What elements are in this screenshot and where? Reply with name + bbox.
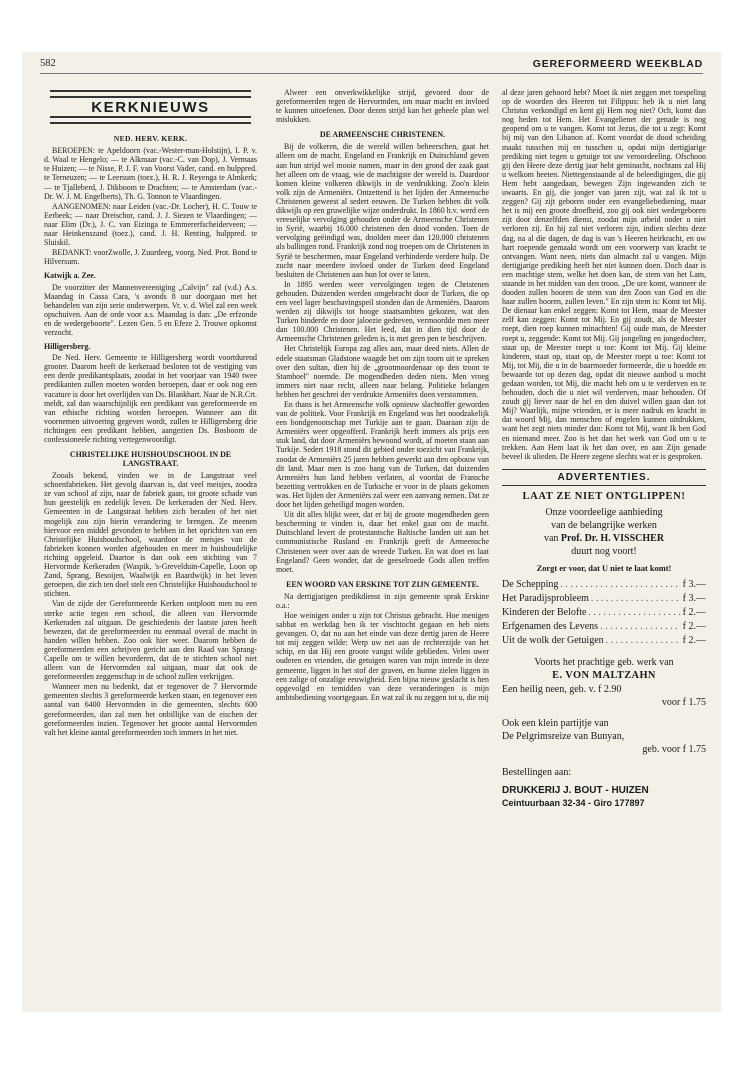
book-price: f 2.—: [682, 607, 706, 619]
aangenomen-paragraph: AANGENOMEN: naar Leiden (vac.-Dr. Locher), H. C. Touw te Eerbeek; — naar Dreischor, cand. J. J. Siezen te Vlaardingen; — naar Elim (Dr.), J. C. van Eizinga te Emmererfscheiderveen; — naar Heinkenszand (toez.), cand. J. H. Renting, hulppred. te Sluiskil.: [44, 201, 257, 248]
armeensche-heading: DE ARMEENSCHE CHRISTENEN.: [319, 130, 446, 140]
erskine-continued-paragraph: al deze jaren gehoord hebt? Moet ik niet zeggen met toespeling op de woorden des Heeren tot Filippus: heb ik u niet lang Christus verkondigd en kent gij Hem nog niet? Och, komt dan nog heden tot Hem. Het Evangelienet der genade is nog geopend om u te vangen. Komt tot Jezus, die tot u zegt: Komt bij mij van den Libanon af. Komt voordat de dood scheiding maakt tusschen mij en tusschen u, opdat mijn dertigjarige prediking niet tegen u getuige tot uw veroordeeling. Ofschoon gij den Heere deze dertig jaar hebt geminacht, nochtans zal Hij u welkom heeten. Niettegenstaande al de beleedigingen, die gij Hem hebt aangedaan, bewegen Zijn ingewanden zich te uwaarts. En gij, die jonger van jaren zijt, wat zal ik tot u zeggen? Gij zijt geboren onder een evangeliebediening, maar het is mij een groote droefheid, zoo gij ook niet wedergeboren zijt door denzelfden dienst, zoodat mijn arbeid onder u niet verloren zij. En hij zal niet verloren zijn, indien slechts deze dag, na al die dagen, de dag is van 's Heeren heirkracht, en uw hart roepende gemaakt wordt om een voorwerp van kracht te ontvangen. Want neen, niets dan almacht zal u vangen. Mijn dertigjarige prediking heeft het niet kunnen doen. Doch daar is een machtige stem, welke het doen kan, de stem van het Lam, staande in het midden van den troon. „De ure komt, wanneer de dooden zullen hooren de stem van den Zoon van God en die haar zullen hooren, zullen leven." En zijn stem is: Komt tot Mij. De dienaar kan enkel zeggen: Komt tot Hem, maar de Meester zelf kan zeggen: Komt tot Mij. En gij zoudt, als de Meester roept, dien roep kunnen minachten! Gij oude man, de Meester roept u, zeggende: Komt tot Mij. Gij jongeling en jongedochter, staat op, de Meester roept u toe: Komt tot Mij. Gij kleine kinderen, staat op, staat op, de Meester roept u toe: Komt tot Mij, tot Mij, die u in de baarmoeder formeerde, die u hoedde en bewaarde tot op dezen dag, opdat dit nieuwe aanbod u mocht gedaan worden, tot Mij, die macht heb om u te verderven en te behouden, doch die u niet wil verderven, maar behouden. Of zoudt gij liever naar de hel en den duivel willen gaan dan tot Mij? Waarlijk, mijne vrienden, er is meer nadruk en kracht in dat woord Mij, dan menschen of engelen kunnen uitdrukken, want het zegt niets minder dan: Komt tot Mij, want Ik ben God en niemand meer. Zoo is het dan het werk van God om u te trekken. Aan Hem laat ik het dan over, en aan Zijn genade beveel ik ulieden. De Heere zegene slechts wat er is gesproken.: [502, 88, 706, 461]
book-title: Kinderen der Belofte: [502, 607, 587, 619]
ad-line-1: Onze voordeelige aanbieding: [545, 507, 663, 519]
erskine-heading: EEN WOORD VAN ERSKINE TOT ZIJN GEMEENTE.: [286, 579, 479, 589]
hilligersberg-heading: Hilligersberg.: [44, 342, 91, 352]
ad-party-price: geb. voor f 1.75: [642, 744, 706, 756]
masthead-rule-top: [50, 90, 251, 98]
dot-leader: [588, 606, 680, 620]
column-middle: [276, 88, 489, 1003]
book-price: f 3.—: [682, 593, 706, 605]
book-price: f 2.—: [682, 635, 706, 647]
ad-spacer: [502, 709, 706, 717]
bedankt-paragraph: BEDANKT: voorZwolle, J. Zuurdeeg, voorg. Ned. Prot. Bond te Hilversum.: [44, 248, 257, 267]
ad-author-visscher: Prof. Dr. H. VISSCHER: [560, 533, 665, 545]
erskine-paragraph-1: Na dertigjarigen predikdienst in zijn gemeente sprak Erskine o.a.:: [276, 591, 489, 610]
ad-callout: Zorgt er voor, dat U niet te laat komt!: [536, 564, 672, 574]
running-head: [40, 58, 703, 74]
erskine-paragraph-2: Hoe weinigen onder u zijn tot Christus gebracht. Hoe menigen sabbat en werkdag ben ik ter vischtocht gegaan en heb niets gevangen. O, dat nu aan het einde van deze dertig jaren de Heere tot mij zeggen wilde: Werp uw net aan de rechterzijde van het schip, en dat Hij een groote vangst wilde geblieden. Velen uwer ouderen en vrienden, die getuigen waren van mijn intrede in deze gemeente, liggen in het stof der graven, en hunne zielen liggen in een zalige of onzalige eeuwigheid. Een bijna nieuw geslacht is hen opgevolgd en temidden van deze veranderingen is mijn ambtsbediening voortgegaan. En wat zal ik nu zeggen tot u, die mij: [276, 610, 489, 702]
book-advertisement: [502, 492, 706, 809]
book-title: Erfgenamen des Levens: [502, 621, 599, 633]
book-item: [502, 592, 706, 606]
book-title: De Schepping: [502, 579, 559, 591]
book-price-list: [502, 578, 706, 648]
ad-printer-address: Ceintuurbaan 32-34 - Giro 177897: [502, 798, 645, 809]
intro-paragraph: Alweer een onverkwikkelijke strijd, gevoerd door de gereformeerden tegen de Hervormden, om maar macht en invloed te kunnen uitoefenen. Door dezen strijd kan het geheele plan wel mislukken.: [276, 88, 489, 125]
journal-title: GEREFORMEERD WEEKBLAD: [532, 58, 703, 70]
masthead-rule-bottom: [50, 116, 251, 124]
dot-leader: [560, 578, 680, 592]
huishoudschool-paragraph-2: Van de zijde der Gereformeerde Kerken ontploott men nu een sterke actie tegen een school, die alleen van Hervormde Kerkeraden zal uitgaan. De geschiedenis der laatste jaren heeft bewezen, dat de gereformeerden nu eenmaal overal de macht in handen willen hebben. Zoo ook hier weer. Daarom hebben de gereformeerden een schrijven gericht aan den Raad van Sprang-Capelle om te willen bevorderen, dat de te stichten school niet alleen van de Hervormden zal uitgaan, maar dat ook de gereformeerden zeggenschap in de school zullen verkrijgen.: [44, 599, 257, 682]
armeensche-paragraph-1: Bij de volkeren, die de wereld willen beheerschen, gaat het alleen om de macht. Engeland en Frankrijk en Duitschland geven aan hun strijd wel mooie namen, maar in den grond der zaak gaat het alleen om de vraag, wie de machtigste der wereld is. Daardoor komen kleine volkeren dikwijls in de verdrukking. Zoo'n klein volk zijn de Armeniërs. Ontzettend is het lijden der Armeensche Christenen geweest al sedert eeuwen. De Turken hebben dit volk dikwijls op een gruwelijke wijze onderdrukt. In 1860 h.v. werd een vreeselijke vervolging gehouden onder de Armeensche Christenen in Syrië, waarbij 16.000 christenen den dood vonden. Toen de vervolging geëindigd was, doolden meer dan 120.000 christenen als ballingen rond. Frankrijk zond nog troepen om de Christenen in Syrië te beschermen, maar Engeland verhinderde verdere hulp. De zucht naar meerdere invloed onder de Turken deed Engeland besluiten de Christenen aan hun lot over te laten.: [276, 142, 489, 279]
section-subtitle: NED. HERV. KERK.: [113, 134, 188, 144]
ad-order-label: Bestellingen aan:: [502, 767, 572, 779]
column-left: [44, 88, 257, 1003]
section-title: KERKNIEUWS: [91, 99, 210, 116]
ad-line-2: van de belangrijke werken: [551, 520, 657, 532]
huishoudschool-heading: CHRISTELIJKE HUISHOUDSCHOOL IN DE LANGSTRAAT.: [69, 450, 232, 469]
ad-printer-name: DRUKKERIJ J. BOUT - HUIZEN: [502, 785, 649, 797]
katwijk-paragraph: De voorzitter der Mannenvereeniging „Calvijn" zal (v.d.) A.s. Maandag in Cassa Cara, 's avonds 8 uur doorgaan met het behandelen van zijn serie onderwerpen. Vr. v. d. Wiel zal een week opschuiven. Aan de orde voor a.s. Maandag is dan: „De erfzonde en de wedergeboorte". Lezen Gen. 5 en Efeze 2. Trouwe opkomst verzocht.: [44, 282, 257, 337]
ad-voorts: Voorts het prachtige geb. werk van: [534, 657, 674, 669]
column-right: [502, 88, 706, 1003]
book-item: [502, 620, 706, 634]
ad-book2-price: voor f 1.75: [661, 697, 706, 709]
book-item: [502, 606, 706, 620]
page-number: 582: [40, 58, 56, 69]
book-item: [502, 634, 706, 648]
book-title: Het Paradijsprobleem: [502, 593, 589, 605]
huishoudschool-paragraph-1: Zooals bekend, vinden we in de Langstraat veel schoenfabrieken. Het gevolg daarvan is, dat veel meisjes, zoodra ze van school af zijn, naar de fabriek gaan, tot groote schade van hun geestelijk en zedelijk leven. De kerkeraden der Ned. Herv. Gemeenten in de Langstraat hebben zich beraden of het niet mogelijk zou zijn hierin verandering te brengen. Ze meenen hiervoor een middel gevonden te hebben in het oprichten van een Christelijke Huishoudschool, waardoor de meisjes van de fabrieken konnen worden afgehouden en meer in huishoudelijke richting opgeleid. Daartoe is dan ook een stichting van 7 Hervormde Kerkeraden (Waspik, 's-Grevelduin-Capelle, Loon op Zand, Sprang, Besoijen, Waalwijk en Baardwijk) in het leven geroepen, die zich ten doel stelt een Christelijke Huishoudschool te stichten.: [44, 471, 257, 599]
ad-spacer: [502, 648, 706, 656]
ad-line-3: [502, 532, 706, 545]
kerknieuws-masthead: [44, 88, 257, 130]
armeensche-paragraph-3: Het Christelijk Europa zag alles aan, maar deed niets. Allen de edele staatsman Gladstone waagde het om zijn toorn uit te spreken over den sultan, dien hij de „grootmoordenaar op den troon te Stamboel" noemde. De mogendheden deden niets. Men vroeg immers niet naar recht, alleen naar belang. Politieke belangen hebben het geschrei der verdrukte Armeniërs doen verstommen.: [276, 344, 489, 399]
huishoudschool-paragraph-3: Wanneer men nu bedenkt, dat er tegenover de 7 Hervormde gemeenten slechts 3 gereformeerde kerken staan, en tegenover een aantal van 6400 Hervormden in die gemeenten, slechts 600 gereformeerden, dan zal men het onbillijke van de eischen der gereformeerden inzien. Tegenover het groote aantal Hervormden valt het kleine aantal gereformeerden toch immers in het niet.: [44, 682, 257, 737]
ad-party-line-1: Ook een klein partijtje van: [502, 718, 609, 730]
book-item: [502, 578, 706, 592]
ad-book2-title: Een heilig neen, geb. v. f 2.90: [502, 684, 622, 696]
dot-leader: [606, 634, 681, 648]
book-price: f 3.—: [682, 579, 706, 591]
beroepen-paragraph: BEROEPEN: te Apeldoorn (vac.-Wester-man-Holstijn), I. P. v. d. Waal te Hengelo; — te Alkmaar (vac.-C. van Dop), J. Vermaas te Huizen; — te Nisse, P. J. F. van Voorst Vader, cand. en hulppred. te Terneuzen; — te Leersum (toez.), H. R. J. Reyenga te Almkerk; — te Tjalleberd, J. Dikboom te Drachten; — te Amsterdam (vac.-Dr. W. J. M. Engelberts), Th. G. Tonnon te Vlaardingen.: [44, 146, 257, 201]
katwijk-heading: Katwijk a. Zee.: [44, 271, 96, 281]
hilligersberg-paragraph: De Ned. Herv. Gemeente te Hilligersberg wordt voortdurend grooter. Daarom heeft de kerkeraad besloten tot de vestiging van een derde predikantsplaats, zoodat in het voorjaar van 1940 twee predikanten zullen moeten worden beroepen, daar er ook nog een vacature is door het overlijden van Ds. Blankhart. Naar de N.R.Crt. meldt, zal dan waarschijnlijk een predikant van gereformeerde en van ethische richting worden beroepen. Wanneer aan dit voornemen uitvoering gegeven wordt, zullen te Hilligersberg drie richtingen een predikant hebben, aangezien Ds. Bosboom de confessioneele richting vertegenwoordigt.: [44, 353, 257, 444]
dot-leader: [591, 592, 681, 606]
book-price: f 2.—: [682, 621, 706, 633]
ad-party-line-2: De Pelgrimsreize van Bunyan,: [502, 731, 625, 743]
armeensche-paragraph-4: En thans is het Armeensche volk opnieuw slachtoffer geworden van de politiek. Voor Frankrijk en Engeland was het noodzakelijk een bondgenootschap met Turkije aan te gaan. Daaraan zijn de Armeniërs weer opgeofferd. Frankrijk heeft immers als prijs een stuk land, dat door Armeniërs bewoond wordt, af moeten staan aan Turkije. Sedert 1918 stond dit gebied onder toezicht van Frankrijk, zoodat de Armeniërs 25 jaren hebben gewerkt aan den opbouw van dit land. Maar men is zoo bang van de Turken, dat duizenden Armeniërs hun land hebben verlaten, al voordat de Fransche bezetting vertrokken en de Turksche er voor in de plaats gekomen was. Het lijden der Armeniërs zal weer een aanvang nemen. Dat ze door het lijden geheiligd mogen worden.: [276, 400, 489, 510]
advertenties-heading: ADVERTENTIES.: [502, 469, 706, 486]
armeensche-paragraph-5: Uit dit alles blijkt weer, dat er bij de groote mogendheden geen bescherming te vinden is, daar het enkel gaat om de macht. Duitschland levert de protestantsche Baltische landen uit aan het communistische Rusland en Frankrijk geeft de Armeensche Christenen weer over aan de wreede Turken. En wat doet en laat Engeland? Geen wonder, dat de geeselroede Gods allen treffen moet.: [276, 510, 489, 574]
book-title: Uit de wolk der Getuigen: [502, 635, 604, 647]
armeensche-paragraph-2: In 1895 werden weer vervolgingen tegen de Christenen gehouden. Duizenden werden omgebracht door de Turken, die op een veel lager beschavingspeil stonden dan de Armeniërs. Daarom werden zij dikwijls tot hooge staatsambten gekozen, wat den Turken hinderde en door jaloezie gedreven, vermoordde men meer dan 100.000 Christenen. Het leed, dat in dien tijd door de Armeensche Christenen geleden is, is met geen pen te beschrijven.: [276, 279, 489, 344]
ad-author-maltzahn: E. VON MALTZAHN: [552, 670, 656, 682]
ad-line-3-prefix: van: [543, 533, 561, 545]
dot-leader: [600, 620, 681, 634]
ad-line-4: duurt nog voort!: [571, 546, 637, 558]
newspaper-page: [22, 52, 721, 1012]
ad-headline: LAAT ZE NIET ONTGLIPPEN!: [522, 490, 686, 502]
